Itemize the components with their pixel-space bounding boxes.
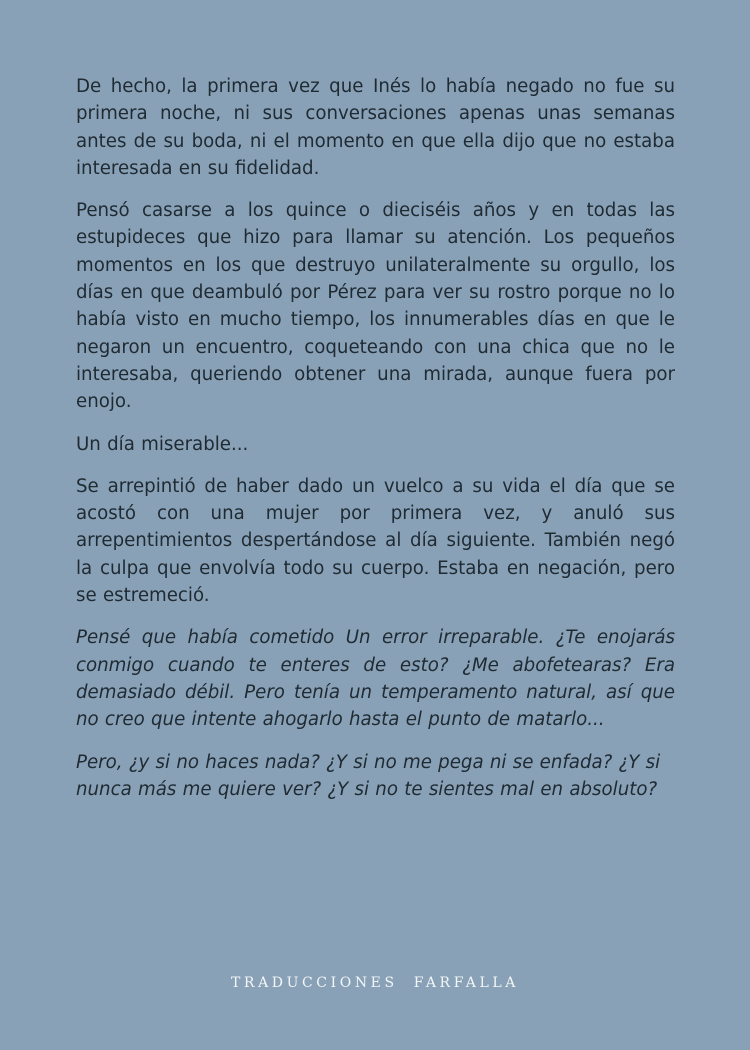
paragraph-3: Un día miserable... (76, 433, 249, 455)
paragraph-6-italic: Pero, ¿y si no haces nada? ¿Y si no me pega ni se enfada? ¿Y si nunca más me quiere ver? ¿Y si no te sientes mal en absoluto? (76, 751, 661, 800)
paragraph-4: Se arrepintió de haber dado un vuelco a su vida el día que se acostó con una mujer por primera vez, y anuló sus arrepentimientos despertándose al día siguiente. También negó la culpa que envolvía todo su cuerpo. Estaba en negación, pero se estremeció. (76, 475, 675, 607)
paragraph-2: Pensó casarse a los quince o dieciséis años y en todas las estupideces que hizo para llamar su atención. Los pequeños momentos en los que destruyo unilateralmente su orgullo, los días en que deambuló por Pérez para ver su rostro porque no lo había visto en mucho tiempo, los innumerables días en que le negaron un encuentro, coqueteando con una chica que no le interesaba, queriendo obtener una mirada, aunque fuera por enojo. (76, 200, 675, 413)
paragraph-1: De hecho, la primera vez que Inés lo había negado no fue su primera noche, ni sus conversaciones apenas unas semanas antes de su boda, ni el momento en que ella dijo que no estaba interesada en su fidelidad. (76, 76, 675, 179)
footer-credit: TRADUCCIONES FARFALLA (230, 975, 519, 991)
paragraph-5-italic: Pensé que había cometido Un error irreparable. ¿Te enojarás conmigo cuando te enteres de esto? ¿Me abofetearas? Era demasiado débil. Pero tenía un temperamento natural, así que no creo que intente ahogarlo hasta el punto de matarlo... (76, 627, 675, 731)
